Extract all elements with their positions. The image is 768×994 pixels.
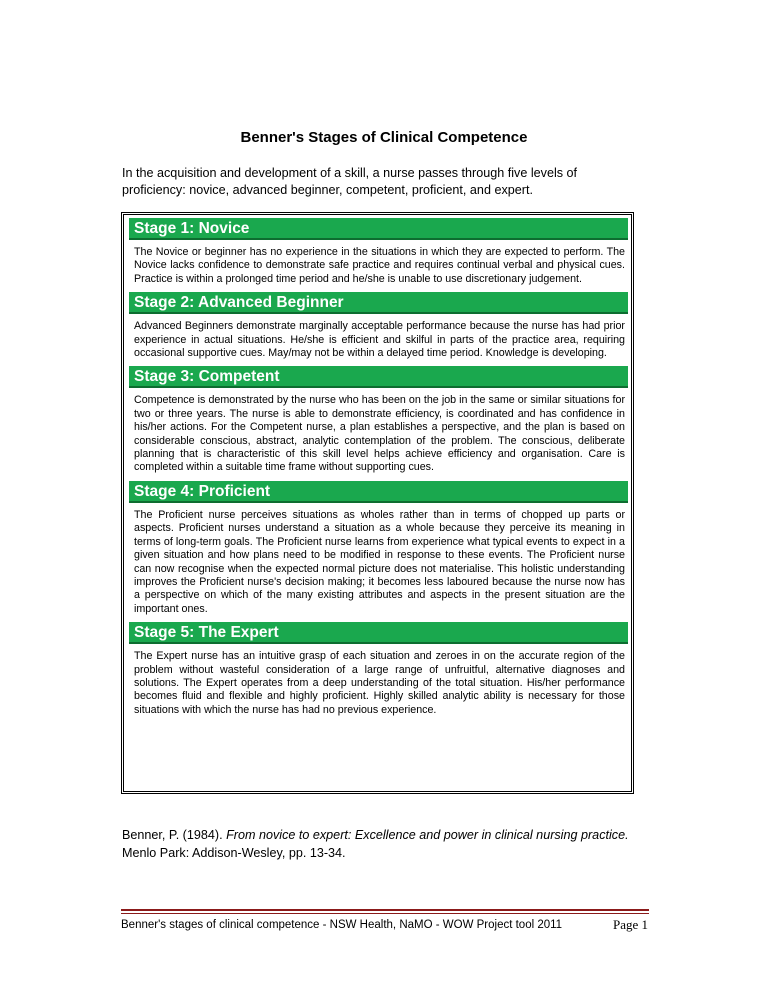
footer-text: Benner's stages of clinical competence - NSW Health, NaMO - WOW Project tool 2011 — [121, 919, 563, 931]
stage-description: Advanced Beginners demonstrate marginally acceptable performance because the nurse has had prior experience in actual situations. He/she is efficient and skilful in parts of the practice area, requiring occasional supportive cues. May/may not be within a delayed time period. Knowledge is developing. — [134, 320, 625, 360]
stage-heading: Stage 2: Advanced Beginner — [129, 292, 628, 314]
reference-citation — [122, 826, 652, 862]
stage-heading: Stage 3: Competent — [129, 366, 628, 388]
stage-heading: Stage 5: The Expert — [129, 622, 628, 644]
stage-novice — [129, 218, 628, 292]
stage-heading: Stage 4: Proficient — [129, 481, 628, 503]
stage-expert — [129, 622, 628, 723]
reference-work-title: From novice to expert: Excellence and power in clinical nursing practice. — [226, 828, 629, 842]
page-number: Page 1 — [612, 917, 648, 932]
stage-description: Competence is demonstrated by the nurse who has been on the job in the same or similar situations for two or three years. The nurse is able to demonstrate efficiency, is coordinated and has confidence in his/her actions. For the Competent nurse, a plan establishes a perspective, and the plan is based on considerable conscious, abstract, analytic contemplation of the problem. The conscious, deliberate planning that is characteristic of this skill level helps achieve efficiency and organisation. Care is completed within a suitable time frame without supporting cues. — [134, 394, 625, 474]
stage-description: The Novice or beginner has no experience in the situations in which they are expected to perform. The Novice lacks confidence to demonstrate safe practice and requires continual verbal and physical cues. Practice is within a prolonged time period and he/she is unable to use discretionary judgement. — [134, 246, 625, 285]
stage-description: The Proficient nurse perceives situations as wholes rather than in terms of chopped up parts or aspects. Proficient nurses understand a situation as a whole because they perceive its meaning in terms of long-term goals. The Proficient nurse learns from experience what typical events to expect in a given situation and how plans need to be modified in response to these events. The Proficient nurse can now recognise when the expected normal picture does not materialise. This holistic understanding improves the Proficient nurse's decision making; it becomes less laboured because the nurse now has a perspective on which of the many existing attributes and aspects in the present situation are the important ones. — [134, 508, 625, 615]
stage-proficient — [129, 481, 628, 622]
stage-description: The Expert nurse has an intuitive grasp of each situation and zeroes in on the accurate region of the problem without wasteful consideration of a large range of unfruitful, alternative diagnoses and solutions. The Expert operates from a deep understanding of the total situation. His/her performance becomes fluid and flexible and highly proficient. Highly skilled analytic ability is necessary for those situations with which the nurse has had no previous experience. — [134, 650, 625, 716]
stage-advanced-beginner — [129, 292, 628, 366]
reference-publisher: Menlo Park: Addison-Wesley, pp. 13-34. — [122, 846, 346, 860]
stage-competent — [129, 366, 628, 480]
document-title: Benner's Stages of Clinical Competence — [240, 129, 528, 146]
footer-divider — [121, 909, 649, 911]
footer-divider-thin — [121, 913, 649, 914]
stages-table — [121, 212, 634, 794]
intro-paragraph: In the acquisition and development of a skill, a nurse passes through five levels of proficiency: novice, advanced beginner, competent, proficient, and expert. — [122, 166, 578, 197]
stage-heading: Stage 1: Novice — [129, 218, 628, 240]
reference-author: Benner, P. (1984). — [122, 828, 227, 842]
